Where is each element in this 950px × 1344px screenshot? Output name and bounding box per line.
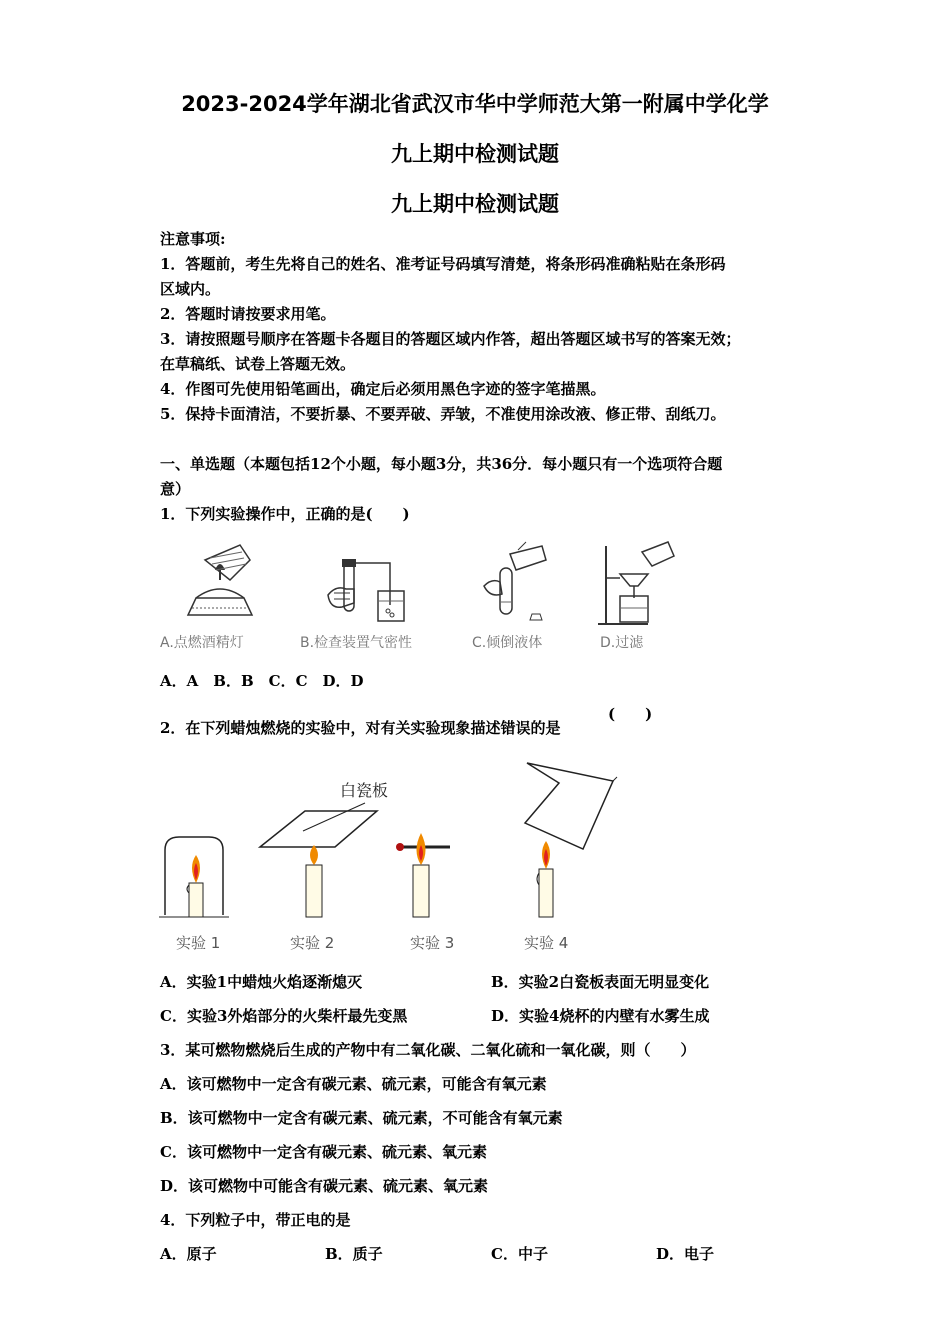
section-heading-cont: 意）: [160, 480, 191, 498]
notice-item: 5．保持卡面清洁，不要折暴、不要弄破、弄皱，不准使用涂改液、修正带、刮纸刀。: [160, 405, 726, 423]
q1-caption-c: C.倾倒液体: [472, 635, 543, 651]
notice-item: 2．答题时请按要求用笔。: [160, 305, 336, 323]
exam-title-line1: 2023-2024学年湖北省武汉市华中学师范大第一附属中学化学: [181, 92, 769, 116]
q1-stem: 1．下列实验操作中，正确的是( ): [160, 505, 410, 523]
q2-stem: 2．在下列蜡烛燃烧的实验中，对有关实验现象描述错误的是: [160, 719, 561, 737]
q4-option-b: B．质子: [325, 1245, 383, 1263]
q3-stem: 3．某可燃物燃烧后生成的产物中有二氧化碳、二氧化硫和一氧化碳，则（ ）: [160, 1041, 696, 1059]
q2-exp-label-3: 实验 3: [410, 934, 455, 952]
q2-option-b: B．实验2白瓷板表面无明显变化: [491, 973, 710, 991]
notice-item: 1．答题前，考生先将自己的姓名、准考证号码填写清楚，将条形码准确粘贴在条形码: [160, 255, 726, 273]
exam-title-line3: 九上期中检测试题: [391, 192, 559, 216]
notice-heading: 注意事项:: [160, 230, 226, 248]
q4-option-c: C．中子: [491, 1245, 548, 1263]
q2-option-a: A．实验1中蜡烛火焰逐渐熄灭: [160, 973, 363, 991]
notice-item: 4．作图可先使用铅笔画出，确定后必须用黑色字迹的签字笔描黑。: [160, 380, 606, 398]
q3-option-c: C．该可燃物中一定含有碳元素、硫元素、氧元素: [160, 1143, 487, 1161]
q1-caption-b: B.检查装置气密性: [300, 635, 413, 651]
notice-item: 区域内。: [160, 280, 221, 298]
q4-stem: 4．下列粒子中，带正电的是: [160, 1211, 351, 1229]
notice-item: 在草稿纸、试卷上答题无效。: [160, 355, 356, 373]
q2-exp-label-4: 实验 4: [524, 934, 569, 952]
q1-caption-a: A.点燃酒精灯: [160, 635, 244, 651]
exam-title-line2: 九上期中检测试题: [391, 142, 559, 166]
q3-option-a: A．该可燃物中一定含有碳元素、硫元素，可能含有氧元素: [160, 1075, 547, 1093]
notice-item: 3．请按照题号顺序在答题卡各题目的答题区域内作答，超出答题区域书写的答案无效；: [160, 330, 741, 348]
q2-exp-label-1: 实验 1: [176, 934, 221, 952]
q2-option-d: D．实验4烧杯的内壁有水雾生成: [491, 1007, 710, 1025]
q1-figure-a: [170, 540, 270, 630]
q3-option-b: B．该可燃物中一定含有碳元素、硫元素，不可能含有氧元素: [160, 1109, 563, 1127]
q2-figure: [155, 755, 630, 925]
q2-exp-label-2: 实验 2: [290, 934, 335, 952]
q3-option-d: D．该可燃物中可能含有碳元素、硫元素、氧元素: [160, 1177, 489, 1195]
section-heading: 一、单选题（本题包括12个小题，每小题3分，共36分．每小题只有一个选项符合题: [160, 455, 723, 473]
q1-figure-b: [320, 555, 410, 630]
q1-options: A．A B．B C．C D．D: [160, 672, 364, 690]
q1-figure-d: [598, 538, 678, 630]
q4-option-a: A．原子: [160, 1245, 217, 1263]
q2-answer-paren: ( ): [608, 705, 653, 723]
q1-figure-c: [480, 540, 555, 630]
q4-option-d: D．电子: [656, 1245, 715, 1263]
q2-option-c: C．实验3外焰部分的火柴杆最先变黑: [160, 1007, 408, 1025]
q2-plate-label: 白瓷板: [340, 781, 389, 800]
q1-caption-d: D.过滤: [600, 635, 644, 651]
